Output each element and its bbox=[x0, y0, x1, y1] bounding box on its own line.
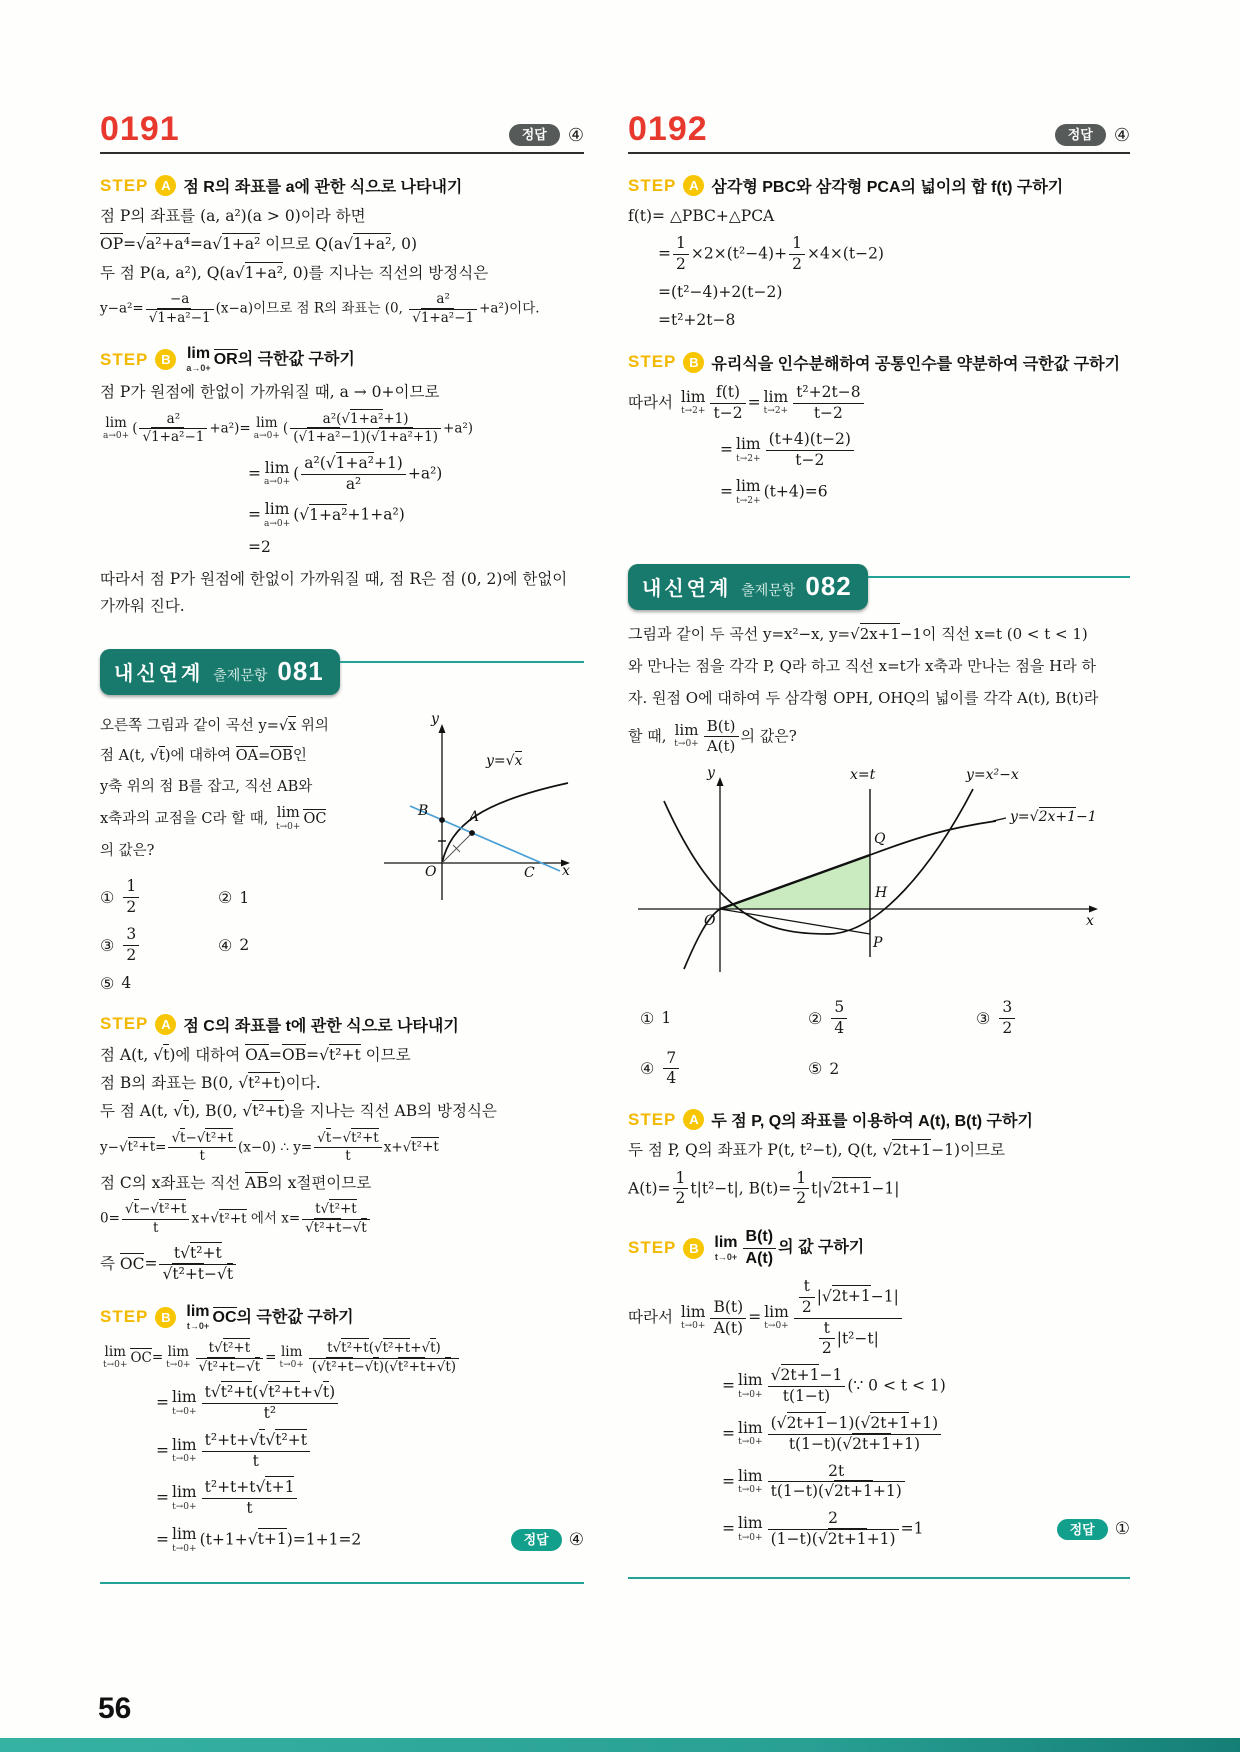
problem-0192-header bbox=[628, 112, 1130, 154]
problem-081-body bbox=[100, 707, 584, 993]
math-line: 점 B의 좌표는 B(0, √t²+t)이다. bbox=[100, 1074, 321, 1093]
answer-pill: 정답 bbox=[1055, 124, 1106, 146]
step-a-heading bbox=[628, 1108, 1130, 1131]
answer-value: ① bbox=[1114, 1519, 1130, 1540]
math-line: = lim t→0+ $\frac{2}{(1-t)(√2t+1+1)}$ =1 bbox=[722, 1509, 924, 1548]
choice-number: ① bbox=[100, 888, 115, 908]
math-line: OP=√a²+a⁴=a√1+a² 이므로 Q(a√1+a², 0) bbox=[100, 235, 418, 254]
choice-value: 2 bbox=[829, 1059, 840, 1078]
linked-problem-banner-081 bbox=[100, 649, 584, 695]
origin-label: O bbox=[425, 864, 437, 881]
choice-4 bbox=[218, 926, 336, 965]
step-b-heading bbox=[628, 351, 1130, 374]
step-label: STEP bbox=[100, 349, 149, 369]
math-line: 따라서 lim t→0+ $\frac{B(t)}{A(t)}$ = lim t→0+ $\frac{t}{2}$ |√2t+1−1| $\frac{t}{2}$ |t²−t| bbox=[628, 1278, 1130, 1358]
choice-3 bbox=[100, 926, 218, 965]
math-line: 0= $\frac{\text{√t−√t²+t}}{t}$ x+√t²+t 에서 x= $\frac{\text{t√t²+t}}{\text{√t²+t−√t}}$ bbox=[100, 1202, 584, 1236]
problem-text-line: 할 때, lim t→0+ $\frac{B(t)}{A(t)}$ 의 값은? bbox=[628, 716, 797, 755]
math-line: 점 P가 원점에 한없이 가까워질 때, a → 0+이므로 bbox=[100, 383, 440, 402]
math-line: 점 C의 x좌표는 직선 AB의 x절편이므로 bbox=[100, 1173, 372, 1192]
math-line: lim t→0+ OC= lim t→0+ $\frac{\text{t√t²+t}}{\text{√t²+t−√t}}$ = lim t→0+ $\frac{\text{t√t²+t(√t²+t+√t)}}{\text{(√t²+t−√t)(√t²+t+√t)}}$ bbox=[100, 1341, 584, 1375]
linked-problem-banner-082 bbox=[628, 564, 1130, 610]
step-title: lim a→0+ OR의 극한값 구하기 bbox=[186, 345, 355, 374]
column-right bbox=[628, 112, 1130, 1579]
problem-text-line: 그림과 같이 두 곡선 y=x²−x, y=√2x+1−1이 직선 x=t (0 < t < 1) bbox=[628, 624, 1088, 643]
choice-number: ② bbox=[808, 1008, 823, 1028]
math-line: = lim t→0+ $\frac{\text{t²+t+√t√t²+t}}{t}$ bbox=[156, 1432, 584, 1471]
naesin-badge bbox=[628, 564, 868, 610]
answer-pill: 정답 bbox=[509, 124, 560, 146]
math-line: =t²+2t−8 bbox=[658, 311, 736, 330]
point-label-p: P bbox=[873, 935, 883, 951]
choice-1 bbox=[100, 878, 218, 917]
choice-number: ④ bbox=[218, 935, 233, 955]
step-b-heading bbox=[100, 1304, 584, 1331]
point-label-b: B bbox=[418, 803, 429, 820]
choice-number: ⑤ bbox=[808, 1059, 823, 1079]
axis-label-x: x bbox=[1086, 913, 1094, 929]
choice-number: ③ bbox=[976, 1008, 991, 1028]
math-line: = lim t→0+ $\frac{\text{t²+t+t√t+1}}{t}$ bbox=[156, 1479, 584, 1518]
axis-label-y: y bbox=[431, 711, 439, 728]
math-line: =2 bbox=[248, 537, 271, 556]
choice-5 bbox=[808, 1050, 976, 1089]
step-title: lim t→0+ OC의 극한값 구하기 bbox=[186, 1303, 354, 1332]
axis-label-x: x bbox=[562, 863, 570, 880]
math-line: =(t²−4)+2(t−2) bbox=[658, 283, 783, 301]
problem-0191-header bbox=[100, 112, 584, 154]
math-line: = lim t→2+ $\frac{(t+4)(t-2)}{t-2}$ bbox=[720, 431, 1130, 470]
teal-rule bbox=[340, 661, 584, 663]
answer-pill: 정답 bbox=[511, 1529, 562, 1551]
problem-text-line: 의 값은? bbox=[100, 842, 155, 859]
step-label: STEP bbox=[100, 1307, 149, 1327]
page-footer-bar bbox=[0, 1738, 1240, 1752]
step-label: STEP bbox=[628, 1238, 677, 1258]
step-letter-icon: B bbox=[155, 1307, 176, 1328]
math-line: = lim t→0+ $\frac{√2t+1-1}{t(1-t)}$ (∵ 0 < t < 1) bbox=[722, 1366, 946, 1406]
answer-badge-082 bbox=[1057, 1519, 1130, 1541]
point-label-q: Q bbox=[874, 831, 886, 847]
curve-label: y=√x bbox=[486, 753, 523, 770]
step-letter-icon: B bbox=[155, 349, 176, 370]
math-line: y−a²= $\frac{-a}{\text{√1+a²−1}}$ (x−a)이므로 점 R의 좌표는 (0, $\frac{\text{a²}}{\text{√1+a²−1}}$ +a²)이다. bbox=[100, 291, 540, 326]
problem-text-line: 와 만나는 점을 각각 P, Q라 하고 직선 x=t가 x축과 만나는 점을 H라 하 bbox=[628, 656, 1096, 675]
answer-badge bbox=[1055, 124, 1130, 146]
step-title: lim t→0+ $\frac{B(t)}{A(t)}$ 의 값 구하기 bbox=[714, 1228, 865, 1267]
answer-value: ④ bbox=[567, 124, 584, 146]
choice-number: ⑤ bbox=[100, 973, 115, 993]
choice-value: $\frac{5}{4}$ bbox=[829, 999, 849, 1038]
badge-subtext: 출제문항 bbox=[213, 667, 268, 684]
math-line: 점 P의 좌표를 (a, a²)(a > 0)이라 하면 bbox=[100, 207, 366, 225]
choice-4 bbox=[640, 1050, 808, 1089]
page-number: 56 bbox=[98, 1692, 132, 1725]
choice-number: ① bbox=[640, 1008, 655, 1028]
graph-081 bbox=[376, 711, 576, 913]
problem-text-line: 자. 원점 O에 대하여 두 삼각형 OPH, OHQ의 넓이를 각각 A(t), B(t)라 bbox=[628, 688, 1099, 707]
math-line: = $\frac{1}{2}$ ×2×(t²−4)+ $\frac{1}{2}$ ×4×(t−2) bbox=[658, 234, 884, 274]
math-line: 두 점 A(t, √t), B(0, √t²+t)을 지나는 직선 AB의 방정식은 bbox=[100, 1102, 497, 1121]
math-line: lim a→0+ ( $\frac{\text{a²}}{\text{√1+a²−1}}$ +a²)= lim a→0+ ( $\frac{\text{a²(√1+a²+1)}}{\text{(√1+a²−1)(√1+a²+1)}}$ +a²) bbox=[103, 410, 474, 446]
choices-082 bbox=[640, 999, 1130, 1088]
math-line: = lim t→0+ (t+1+√t+1)=1+1=2 bbox=[156, 1525, 362, 1554]
math-line: A(t)= $\frac{1}{2}$ t|t²−t|, B(t)= $\frac{1}{2}$ t|√2t+1−1| bbox=[628, 1168, 900, 1208]
origin-label: O bbox=[704, 913, 716, 929]
step-a-heading bbox=[100, 174, 584, 197]
choice-value: $\frac{3}{2}$ bbox=[121, 926, 141, 965]
closing-text: 따라서 점 P가 원점에 한없이 가까워질 때, 점 R은 점 (0, 2)에 한없이 가까워 진다. bbox=[100, 570, 568, 615]
badge-text: 내신연계 bbox=[642, 577, 732, 600]
answer-badge-081 bbox=[511, 1529, 584, 1551]
line-label-xt: x=t bbox=[850, 767, 876, 783]
answer-value: ④ bbox=[568, 1530, 584, 1551]
point-label-h: H bbox=[875, 885, 888, 901]
problem-text-line: 오른쪽 그림과 같이 곡선 y=√x 위의 bbox=[100, 718, 329, 735]
badge-subtext: 출제문항 bbox=[741, 581, 796, 598]
choice-2 bbox=[808, 999, 976, 1038]
step-a-heading bbox=[628, 174, 1130, 197]
problem-081-text bbox=[100, 707, 362, 993]
step-label: STEP bbox=[100, 1014, 149, 1034]
problem-number: 0191 bbox=[100, 110, 180, 148]
section-end-rule bbox=[100, 1582, 584, 1584]
math-line: 즉 OC= $\frac{\text{t√t²+t}}{\text{√t²+t−√t}}$ bbox=[100, 1245, 584, 1284]
choices-081 bbox=[100, 878, 362, 992]
column-left bbox=[100, 112, 584, 1584]
step-title: 점 R의 좌표를 a에 관한 식으로 나타내기 bbox=[183, 179, 463, 196]
section-end-rule bbox=[628, 1577, 1130, 1579]
choice-2 bbox=[218, 878, 336, 917]
badge-text: 내신연계 bbox=[114, 663, 204, 686]
math-line: 두 점 P(a, a²), Q(a√1+a², 0)를 지나는 직선의 방정식은 bbox=[100, 263, 489, 282]
step-label: STEP bbox=[628, 1109, 677, 1129]
choice-value: $\frac{7}{4}$ bbox=[661, 1050, 681, 1089]
choice-3 bbox=[976, 999, 1136, 1038]
choice-value: $\frac{3}{2}$ bbox=[997, 999, 1017, 1038]
step-b-heading bbox=[628, 1228, 1130, 1268]
math-line: f(t)= △PBC+△PCA bbox=[628, 207, 775, 225]
choice-number: ④ bbox=[640, 1059, 655, 1079]
choice-value: 1 bbox=[661, 1009, 672, 1028]
math-line: = lim t→0+ $\frac{2t}{t(1-t)(√2t+1+1)}$ bbox=[722, 1463, 1130, 1502]
step-title: 두 점 P, Q의 좌표를 이용하여 A(t), B(t) 구하기 bbox=[711, 1113, 1033, 1131]
choice-value: $\frac{1}{2}$ bbox=[121, 878, 141, 917]
answer-value: ④ bbox=[1113, 124, 1130, 146]
step-letter-icon: B bbox=[683, 352, 704, 373]
curve-label-parabola: y=x²−x bbox=[966, 767, 1019, 783]
choice-value: 2 bbox=[239, 936, 250, 955]
choice-1 bbox=[640, 999, 808, 1038]
step-letter-icon: A bbox=[155, 175, 176, 196]
step-a-heading bbox=[100, 1013, 584, 1036]
math-line: = lim t→2+ (t+4)=6 bbox=[720, 477, 828, 506]
badge-number: 082 bbox=[805, 570, 852, 601]
naesin-badge bbox=[100, 649, 340, 695]
problem-number: 0192 bbox=[628, 110, 708, 148]
choice-value: 4 bbox=[121, 974, 132, 993]
step-title: 유리식을 인수분해하여 공통인수를 약분하여 극한값 구하기 bbox=[711, 355, 1121, 373]
final-line-082 bbox=[722, 1510, 1130, 1549]
choice-5 bbox=[100, 974, 218, 993]
step-label: STEP bbox=[628, 352, 677, 372]
badge-number: 081 bbox=[277, 656, 324, 687]
step-b-heading bbox=[100, 346, 584, 373]
problem-text-line: y축 위의 점 B를 잡고, 직선 AB와 bbox=[100, 778, 313, 795]
answer-pill: 정답 bbox=[1057, 1519, 1108, 1541]
math-line: = lim t→0+ $\frac{(√2t+1-1)(√2t+1+1)}{t(1-t)(√2t+1+1)}$ bbox=[722, 1415, 1130, 1454]
problem-text-line: x축과의 교점을 C라 할 때, lim t→0+ OC bbox=[100, 805, 327, 832]
teal-rule bbox=[868, 576, 1130, 578]
math-line: 따라서 lim t→2+ $\frac{f(t)}{t-2}$ = lim t→2+ $\frac{\text{t²+2t−8}}{t-2}$ bbox=[628, 384, 1130, 423]
step-label: STEP bbox=[100, 175, 149, 195]
math-line: = lim t→0+ $\frac{\text{t√t²+t(√t²+t+√t)}}{\text{t²}}$ bbox=[156, 1384, 584, 1423]
final-line-081 bbox=[156, 1527, 584, 1554]
choice-number: ③ bbox=[100, 935, 115, 955]
math-line: 두 점 P, Q의 좌표가 P(t, t²−t), Q(t, √2t+1−1)이므로 bbox=[628, 1141, 1006, 1160]
point-label-c: C bbox=[524, 865, 535, 882]
math-line: y−√t²+t= $\frac{\text{√t−√t²+t}}{t}$ (x−0) ∴ y= $\frac{\text{√t−√t²+t}}{t}$ x+√t²+t bbox=[100, 1129, 439, 1165]
problem-text-line: 점 A(t, √t)에 대하여 OA=OB인 bbox=[100, 748, 307, 765]
math-line: 점 A(t, √t)에 대하여 OA=OB=√t²+t 이므로 bbox=[100, 1045, 411, 1064]
choice-number: ② bbox=[218, 888, 233, 908]
step-letter-icon: A bbox=[155, 1014, 176, 1035]
graph-082-canvas bbox=[628, 771, 1128, 983]
math-line: = lim a→0+ (√1+a²+1+a²) bbox=[248, 500, 405, 529]
choice-value: 1 bbox=[239, 888, 250, 907]
point-label-a: A bbox=[469, 809, 480, 826]
step-label: STEP bbox=[628, 175, 677, 195]
math-line: = lim a→0+ ( $\frac{\text{a²(√1+a²+1)}}{\text{a²}}$ +a²) bbox=[248, 453, 443, 493]
answer-badge bbox=[509, 124, 584, 146]
step-letter-icon: A bbox=[683, 175, 704, 196]
graph-082 bbox=[628, 765, 1128, 983]
step-title: 점 C의 좌표를 t에 관한 식으로 나타내기 bbox=[183, 1017, 459, 1035]
step-title: 삼각형 PBC와 삼각형 PCA의 넓이의 합 f(t) 구하기 bbox=[711, 179, 1064, 196]
curve-label-sqrt: y=√2x+1−1 bbox=[1010, 809, 1097, 825]
axis-label-y: y bbox=[707, 765, 715, 781]
step-letter-icon: B bbox=[683, 1238, 704, 1259]
step-letter-icon: A bbox=[683, 1109, 704, 1130]
